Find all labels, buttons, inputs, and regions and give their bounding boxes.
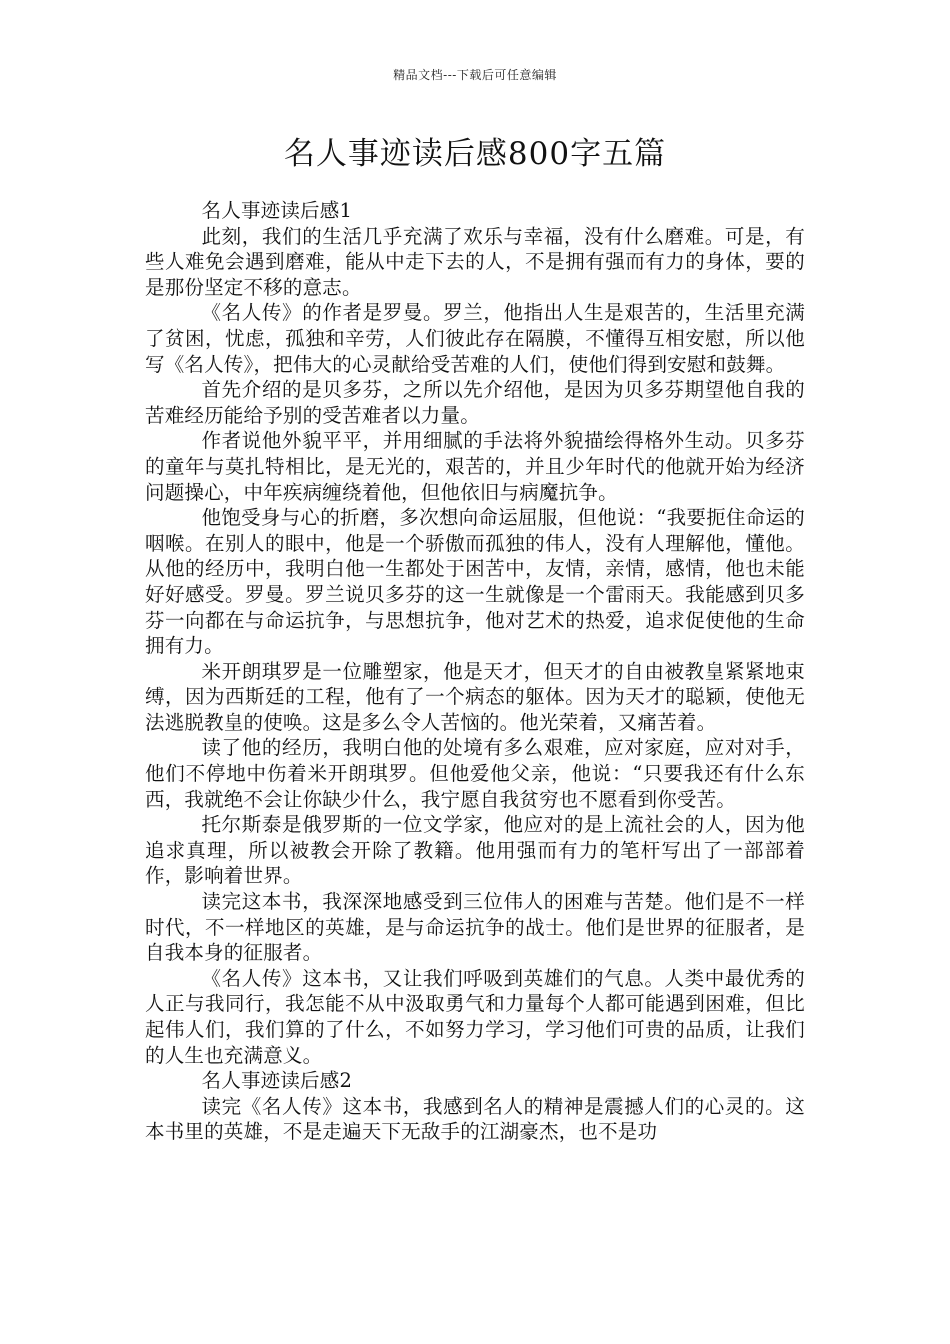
body-paragraph: 作者说他外貌平平，并用细腻的手法将外貌描绘得格外生动。贝多芬的童年与莫扎特相比，是无光的，艰苦的，并且少年时代的他就开始为经济问题操心，中年疾病缠绕着他，但他依旧与病魔抗争。	[145, 429, 805, 504]
body-paragraph: 读完这本书，我深深地感受到三位伟人的困难与苦楚。他们是不一样时代，不一样地区的英雄，是与命运抗争的战士。他们是世界的征服者，是自我本身的征服者。	[145, 890, 805, 965]
body-paragraph: 读完《名人传》这本书，我感到名人的精神是震撼人们的心灵的。这本书里的英雄，不是走遍天下无敌手的江湖豪杰，也不是功	[145, 1094, 805, 1144]
body-paragraph: 读了他的经历，我明白他的处境有多么艰难，应对家庭，应对对手，他们不停地中伤着米开朗琪罗。但他爱他父亲，他说：“只要我还有什么东西，我就绝不会让你缺少什么，我宁愿自我贫穷也不愿看到你受苦。	[145, 736, 805, 811]
body-paragraph: 米开朗琪罗是一位雕塑家，他是天才，但天才的自由被教皇紧紧地束缚，因为西斯廷的工程，他有了一个病态的躯体。因为天才的聪颖，使他无法逃脱教皇的使唤。这是多么令人苦恼的。他光荣着，又痛苦着。	[145, 659, 805, 734]
body-paragraph: 此刻，我们的生活几乎充满了欢乐与幸福，没有什么磨难。可是，有些人难免会遇到磨难，能从中走下去的人，不是拥有强而有力的身体，要的是那份坚定不移的意志。	[145, 224, 805, 299]
section-heading: 名人事迹读后感1	[201, 199, 353, 222]
body-paragraph: 托尔斯泰是俄罗斯的一位文学家，他应对的是上流社会的人，因为他追求真理，所以被教会开除了教籍。他用强而有力的笔杆写出了一部部着作，影响着世界。	[145, 813, 805, 888]
body-paragraph: 《名人传》这本书，又让我们呼吸到英雄们的气息。人类中最优秀的人正与我同行，我怎能不从中汲取勇气和力量每个人都可能遇到困难，但比起伟人们，我们算的了什么，不如努力学习，学习他们可贵的品质，让我们的人生也充满意义。	[145, 966, 805, 1067]
document-body	[145, 198, 805, 1145]
body-paragraph: 首先介绍的是贝多芬，之所以先介绍他，是因为贝多芬期望他自我的苦难经历能给予别的受苦难者以力量。	[145, 378, 805, 427]
page-header-note: 精品文档---下载后可任意编辑	[393, 68, 557, 82]
document-title: 名人事迹读后感800字五篇	[283, 136, 667, 172]
body-paragraph: 他饱受身与心的折磨，多次想向命运屈服，但他说：“我要扼住命运的咽喉。在别人的眼中，他是一个骄傲而孤独的伟人，没有人理解他，懂他。从他的经历中，我明白他一生都处于困苦中，友情，亲情，感情，他也未能好好感受。罗曼。罗兰说贝多芬的这一生就像是一个雷雨天。我能感到贝多芬一向都在与命运抗争，与思想抗争，他对艺术的热爱，追求促使他的生命拥有力。	[145, 506, 805, 658]
section-heading: 名人事迹读后感2	[201, 1069, 353, 1093]
body-paragraph: 《名人传》的作者是罗曼。罗兰，他指出人生是艰苦的，生活里充满了贫困，忧虑，孤独和辛劳，人们彼此存在隔膜，不懂得互相安慰，所以他写《名人传》，把伟大的心灵献给受苦难的人们，使他们得到安慰和鼓舞。	[145, 301, 805, 376]
